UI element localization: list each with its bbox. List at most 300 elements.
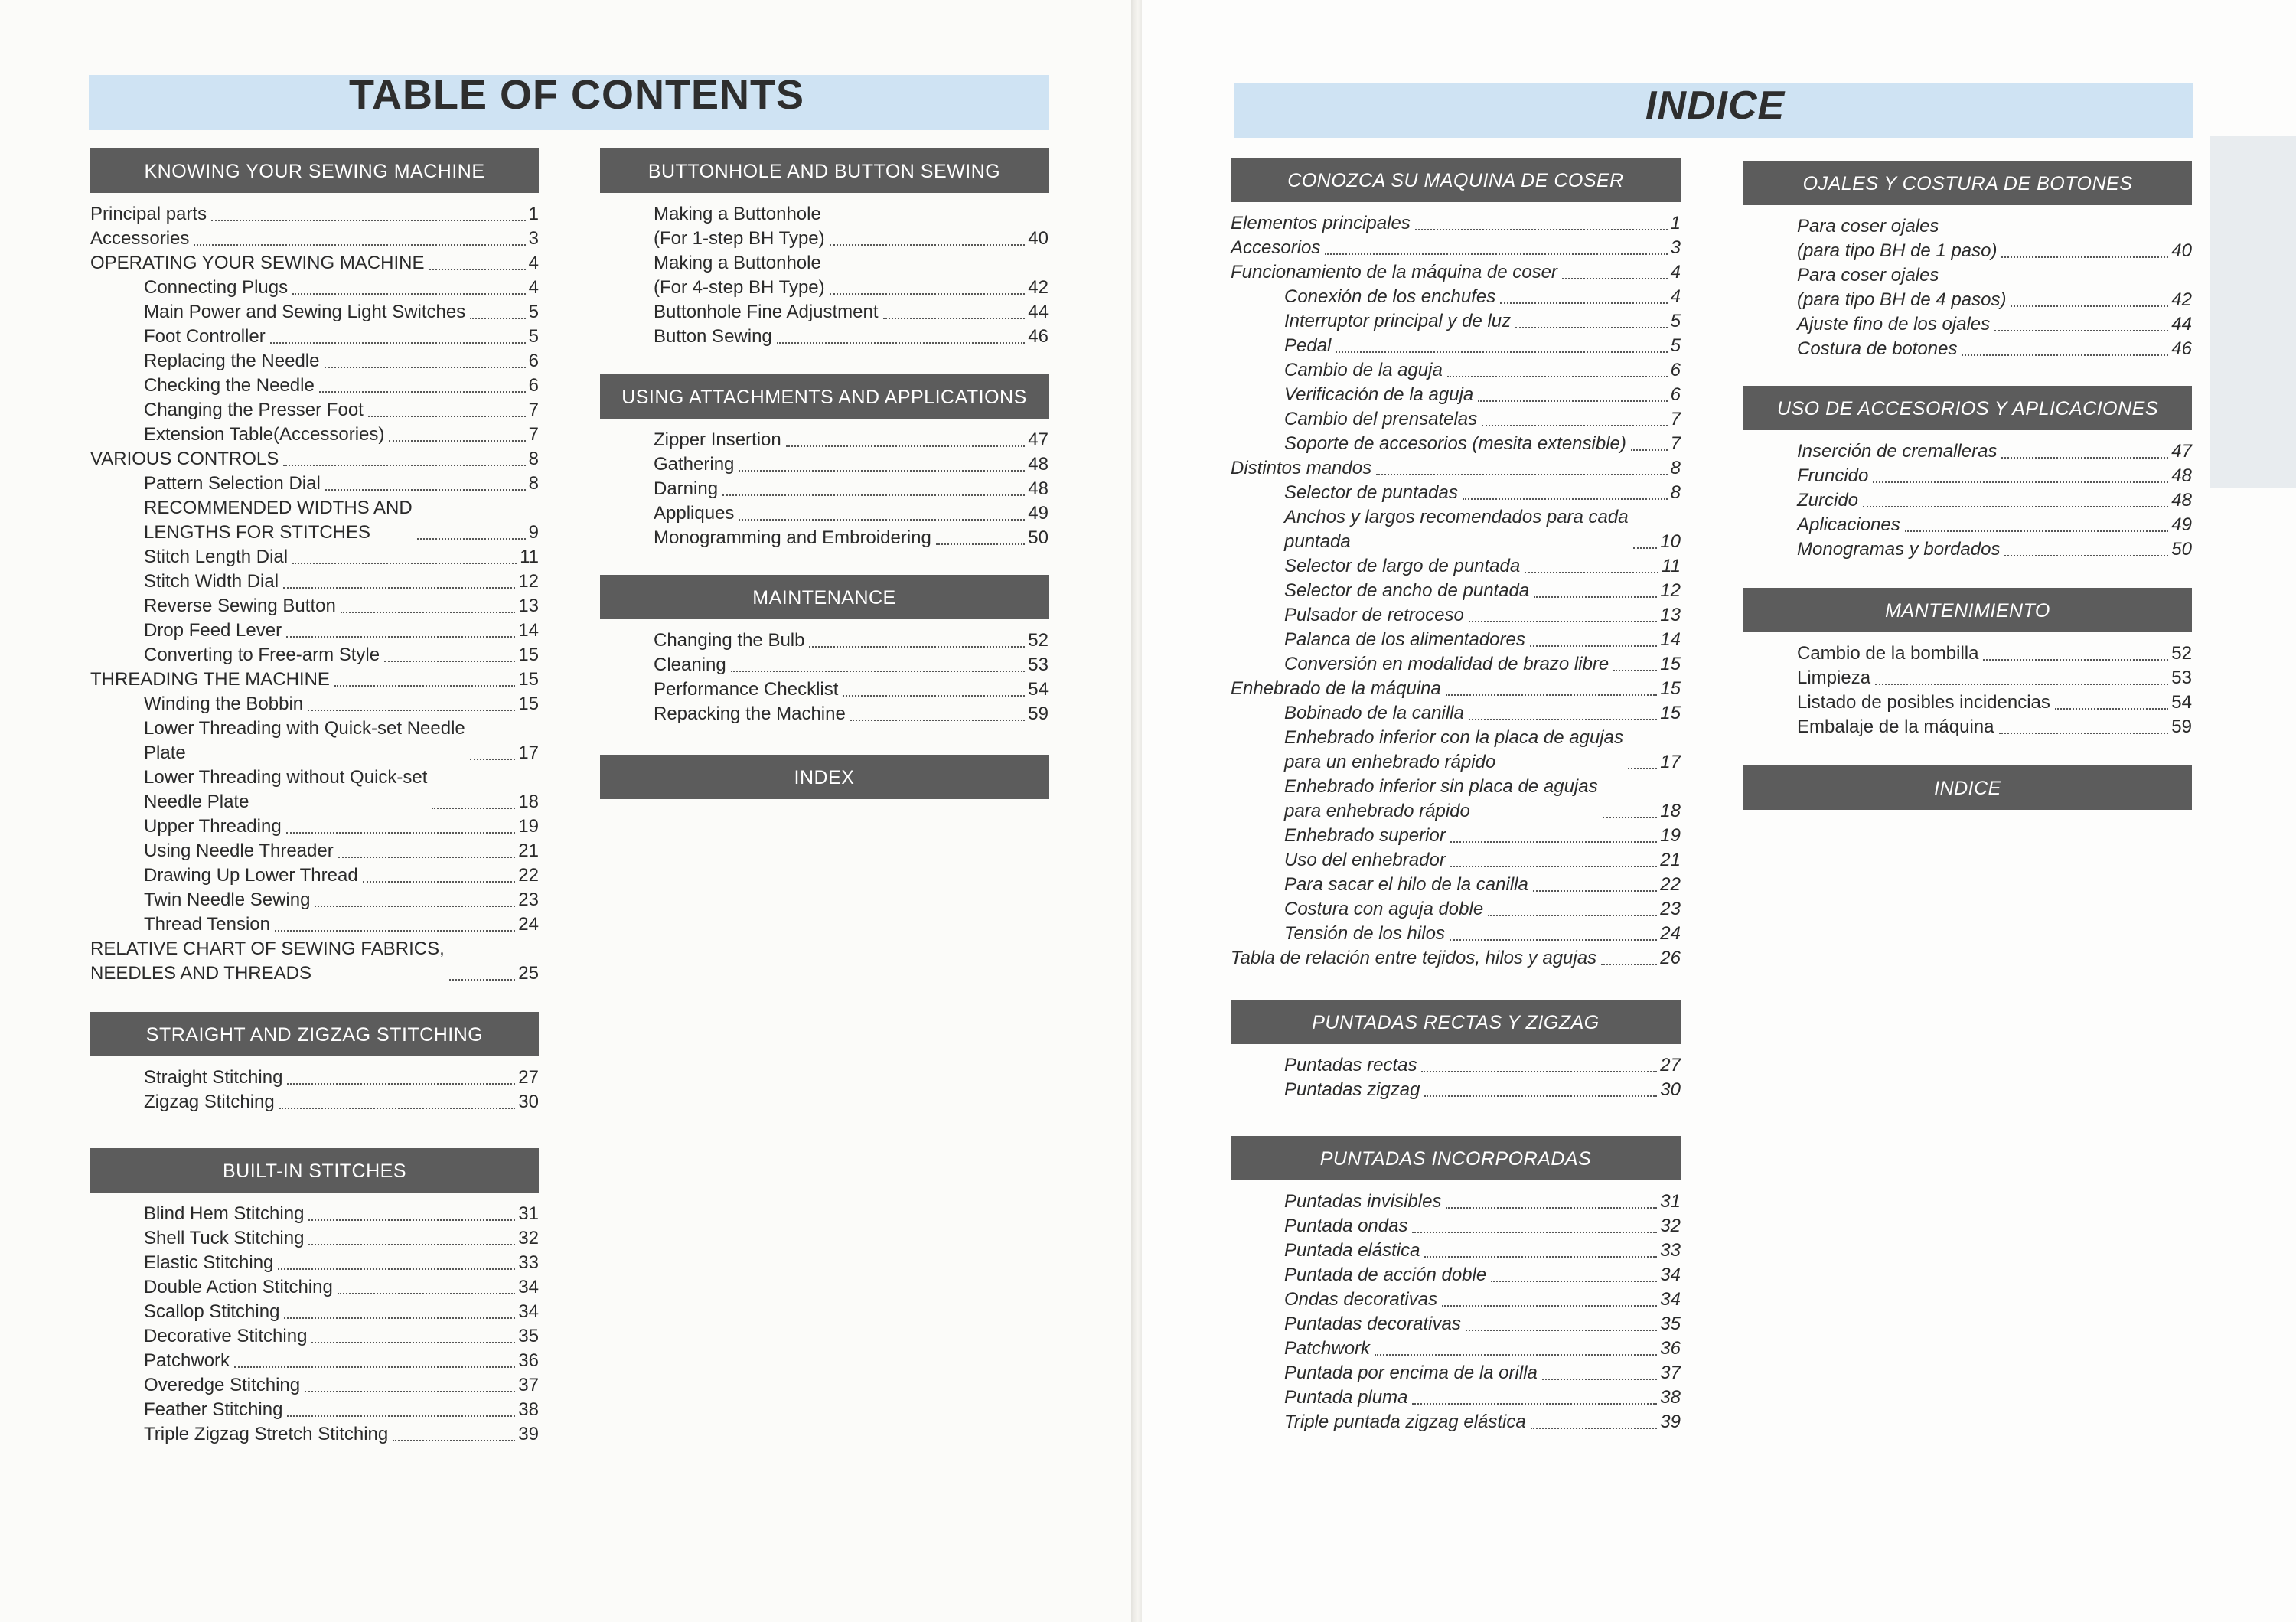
toc-entry-page-number: 6 xyxy=(528,375,539,396)
toc-entry-page-number: 59 xyxy=(1028,703,1049,724)
toc-entry-title: Enhebrado de la máquina xyxy=(1231,678,1441,699)
toc-entry-title: Puntadas decorativas xyxy=(1284,1314,1461,1334)
toc-entry-title: Ondas decorativas xyxy=(1284,1289,1438,1310)
toc-entry[interactable] xyxy=(1231,481,1681,505)
toc-entry-page-number: 44 xyxy=(2171,314,2192,335)
toc-entry-page-number: 3 xyxy=(1670,237,1681,258)
toc-entry-title: Zipper Insertion xyxy=(654,429,781,450)
toc-entry[interactable] xyxy=(90,398,539,423)
toc-entry[interactable] xyxy=(1231,1263,1681,1287)
toc-entry-page-number: 15 xyxy=(1660,678,1681,699)
toc-entry[interactable] xyxy=(90,276,539,300)
section-header: STRAIGHT AND ZIGZAG STITCHING xyxy=(90,1012,539,1056)
toc-entry-title: Pedal xyxy=(1284,335,1332,356)
dot-leader xyxy=(1530,645,1657,647)
toc-entry[interactable] xyxy=(90,374,539,398)
toc-entry[interactable] xyxy=(1231,1239,1681,1263)
toc-entry[interactable] xyxy=(1231,285,1681,309)
toc-entry[interactable] xyxy=(1743,641,2192,666)
toc-entry-title: Funcionamiento de la máquina de coser xyxy=(1231,262,1557,282)
toc-entry[interactable] xyxy=(1231,211,1681,236)
dot-leader xyxy=(1442,1305,1657,1307)
toc-entry-page-number: 19 xyxy=(518,816,539,837)
toc-entry[interactable] xyxy=(90,569,539,594)
toc-entry-title: Winding the Bobbin xyxy=(144,694,304,714)
dot-leader xyxy=(325,489,526,491)
toc-entry-page-number: 24 xyxy=(1660,923,1681,944)
toc-entry[interactable] xyxy=(600,628,1049,653)
toc-entry[interactable] xyxy=(1743,439,2192,464)
toc-entry[interactable] xyxy=(600,428,1049,452)
toc-entry-page-number: 35 xyxy=(1660,1314,1681,1334)
toc-entry-title: Para coser ojales (para tipo BH de 4 pasos) xyxy=(1797,265,2007,310)
toc-entry[interactable] xyxy=(90,349,539,374)
dot-leader xyxy=(319,391,526,393)
toc-entry-page-number: 47 xyxy=(2171,441,2192,462)
toc-entry[interactable] xyxy=(1231,505,1681,554)
dot-leader xyxy=(292,293,526,295)
toc-entry-title: Puntada ondas xyxy=(1284,1216,1408,1236)
toc-entry-title: Double Action Stitching xyxy=(144,1277,333,1297)
toc-entry[interactable] xyxy=(1231,848,1681,873)
toc-entry[interactable] xyxy=(90,937,539,986)
toc-entry[interactable] xyxy=(1743,214,2192,263)
toc-entry[interactable] xyxy=(1231,1078,1681,1102)
dot-leader xyxy=(449,979,516,981)
dot-leader xyxy=(368,416,526,417)
dot-leader xyxy=(2011,305,2168,307)
toc-entry-list xyxy=(1231,1053,1681,1102)
dot-leader xyxy=(1875,684,2168,685)
toc-entry-title: Connecting Plugs xyxy=(144,277,289,298)
toc-entry-title: Overedge Stitching xyxy=(144,1375,301,1395)
section-header: PUNTADAS RECTAS Y ZIGZAG xyxy=(1231,1000,1681,1044)
dot-leader xyxy=(1500,302,1667,304)
toc-entry[interactable] xyxy=(1743,312,2192,337)
toc-entry[interactable] xyxy=(1231,775,1681,824)
toc-entry-page-number: 7 xyxy=(528,424,539,445)
toc-entry[interactable] xyxy=(1743,488,2192,513)
toc-entry-title: Main Power and Sewing Light Switches xyxy=(144,302,466,322)
section-header: USING ATTACHMENTS AND APPLICATIONS xyxy=(600,374,1049,419)
toc-entry-title: Patchwork xyxy=(1284,1338,1371,1359)
toc-entry-title: Making a Buttonhole (For 1-step BH Type) xyxy=(654,204,825,249)
toc-entry-page-number: 4 xyxy=(528,277,539,298)
toc-entry-title: OPERATING YOUR SEWING MACHINE xyxy=(90,253,425,273)
toc-entry-title: Tensión de los hilos xyxy=(1284,923,1445,944)
toc-entry-page-number: 49 xyxy=(1028,503,1049,524)
toc-entry[interactable] xyxy=(1231,897,1681,922)
toc-entry[interactable] xyxy=(1743,337,2192,361)
toc-entry[interactable] xyxy=(600,526,1049,550)
toc-entry-page-number: 31 xyxy=(1660,1191,1681,1212)
dot-leader xyxy=(194,244,525,246)
toc-entry-page-number: 36 xyxy=(518,1350,539,1371)
dot-leader xyxy=(1478,400,1667,402)
toc-entry-title: Patchwork xyxy=(144,1350,230,1371)
toc-entry-title: Cambio de la aguja xyxy=(1284,360,1443,380)
toc-entry-page-number: 7 xyxy=(1670,433,1681,454)
toc-entry[interactable] xyxy=(1231,824,1681,848)
toc-entry-title: Tabla de relación entre tejidos, hilos y agujas xyxy=(1231,948,1597,968)
toc-entry-page-number: 23 xyxy=(1660,899,1681,919)
toc-entry[interactable] xyxy=(600,452,1049,477)
toc-entry-title: Using Needle Threader xyxy=(144,840,334,861)
toc-entry[interactable] xyxy=(600,653,1049,677)
toc-entry[interactable] xyxy=(90,251,539,276)
toc-entry[interactable] xyxy=(1743,715,2192,739)
toc-entry-title: Foot Controller xyxy=(144,326,266,347)
toc-entry-title: Cambio de la bombilla xyxy=(1797,643,1979,664)
toc-entry-page-number: 27 xyxy=(518,1067,539,1088)
toc-entry-title: Elementos principales xyxy=(1231,213,1411,233)
toc-entry-title: Selector de largo de puntada xyxy=(1284,556,1521,576)
toc-entry-page-number: 12 xyxy=(518,571,539,592)
toc-entry-page-number: 26 xyxy=(1660,948,1681,968)
toc-entry-title: Pulsador de retroceso xyxy=(1284,605,1464,625)
section-header: CONOZCA SU MAQUINA DE COSER xyxy=(1231,158,1681,202)
dot-leader xyxy=(363,881,516,883)
toc-entry[interactable] xyxy=(90,912,539,937)
toc-entry[interactable] xyxy=(90,447,539,472)
toc-entry-page-number: 44 xyxy=(1028,302,1049,322)
dot-leader xyxy=(1447,376,1668,377)
toc-entry-page-number: 53 xyxy=(2171,667,2192,688)
toc-entry-page-number: 9 xyxy=(528,522,539,543)
toc-entry[interactable] xyxy=(90,1398,539,1422)
toc-entry-page-number: 40 xyxy=(1028,228,1049,249)
toc-entry[interactable] xyxy=(1231,946,1681,971)
toc-entry-page-number: 48 xyxy=(1028,478,1049,499)
toc-entry[interactable] xyxy=(1743,263,2192,312)
toc-entry-page-number: 7 xyxy=(1670,409,1681,429)
toc-entry[interactable] xyxy=(90,1349,539,1373)
toc-entry-page-number: 39 xyxy=(518,1424,539,1444)
toc-entry-page-number: 10 xyxy=(1660,531,1681,552)
toc-entry-page-number: 5 xyxy=(528,302,539,322)
book-spine xyxy=(1131,0,1142,1622)
toc-entry[interactable] xyxy=(90,667,539,692)
toc-entry[interactable] xyxy=(90,863,539,888)
toc-entry-page-number: 18 xyxy=(1660,801,1681,821)
toc-entry[interactable] xyxy=(90,1373,539,1398)
toc-entry[interactable] xyxy=(90,643,539,667)
dot-leader xyxy=(2001,457,2168,459)
toc-entry[interactable] xyxy=(90,618,539,643)
dot-leader xyxy=(1562,278,1668,279)
toc-entry-title: Lower Threading without Quick-set Needle Plate xyxy=(144,767,428,812)
toc-entry-page-number: 5 xyxy=(1670,335,1681,356)
toc-entry-list xyxy=(1743,439,2192,562)
toc-entry-page-number: 13 xyxy=(518,596,539,616)
dot-leader xyxy=(843,695,1025,697)
toc-entry-list xyxy=(600,202,1049,349)
toc-entry-page-number: 15 xyxy=(1660,654,1681,674)
toc-entry[interactable] xyxy=(1231,1336,1681,1361)
toc-entry-title: Conversión en modalidad de brazo libre xyxy=(1284,654,1609,674)
toc-entry-title: VARIOUS CONTROLS xyxy=(90,449,279,469)
dot-leader xyxy=(470,318,525,319)
section-header: USO DE ACCESORIOS Y APLICACIONES xyxy=(1743,386,2192,430)
toc-entry[interactable] xyxy=(1231,1410,1681,1434)
toc-section-attachments xyxy=(600,374,1049,550)
toc-entry[interactable] xyxy=(600,202,1049,251)
toc-entry-page-number: 42 xyxy=(2171,289,2192,310)
toc-entry[interactable] xyxy=(90,472,539,496)
toc-entry-title: Pattern Selection Dial xyxy=(144,473,321,494)
dot-leader xyxy=(1412,1403,1657,1405)
toc-entry-title: Elastic Stitching xyxy=(144,1252,274,1273)
toc-entry[interactable] xyxy=(1231,701,1681,726)
dot-leader xyxy=(341,612,515,613)
toc-entry[interactable] xyxy=(1231,309,1681,334)
toc-entry[interactable] xyxy=(90,1202,539,1226)
dot-leader xyxy=(1633,547,1658,549)
toc-entry-page-number: 6 xyxy=(528,351,539,371)
toc-entry[interactable] xyxy=(600,300,1049,325)
toc-entry-page-number: 38 xyxy=(518,1399,539,1420)
toc-section-built-in-stitches xyxy=(90,1148,539,1447)
toc-entry-title: Accesorios xyxy=(1231,237,1321,258)
dot-leader xyxy=(1325,253,1667,255)
dot-leader xyxy=(287,1415,515,1417)
toc-entry-title: Para sacar el hilo de la canilla xyxy=(1284,874,1528,895)
section-header: OJALES Y COSTURA DE BOTONES xyxy=(1743,161,2192,205)
toc-entry-title: Enhebrado inferior sin placa de agujas para enhebrado rápido xyxy=(1284,776,1598,821)
toc-entry-title: Triple Zigzag Stretch Stitching xyxy=(144,1424,389,1444)
toc-entry[interactable] xyxy=(90,692,539,716)
toc-entry-page-number: 6 xyxy=(1670,384,1681,405)
toc-entry[interactable] xyxy=(1231,407,1681,432)
toc-entry-title: Lower Threading with Quick-set Needle Plate xyxy=(144,718,465,763)
toc-entry[interactable] xyxy=(1231,677,1681,701)
toc-entry-title: Repacking the Machine xyxy=(654,703,846,724)
toc-entry[interactable] xyxy=(1231,726,1681,775)
section-header: BUTTONHOLE AND BUTTON SEWING xyxy=(600,148,1049,193)
toc-entry-title: Fruncido xyxy=(1797,465,1869,486)
toc-entry-title: Enhebrado superior xyxy=(1284,825,1446,846)
dot-leader xyxy=(279,1108,516,1109)
toc-entry-list xyxy=(1743,641,2192,739)
dot-leader xyxy=(338,857,516,858)
toc-entry-page-number: 17 xyxy=(1660,752,1681,772)
dot-leader xyxy=(2001,256,2168,258)
toc-entry[interactable] xyxy=(90,202,539,227)
toc-entry-title: Limpieza xyxy=(1797,667,1871,688)
toc-entry-title: RELATIVE CHART OF SEWING FABRICS, NEEDLES AND THREADS xyxy=(90,938,445,984)
toc-entry[interactable] xyxy=(600,251,1049,300)
toc-entry-page-number: 6 xyxy=(1670,360,1681,380)
toc-entry-title: Reverse Sewing Button xyxy=(144,596,336,616)
toc-entry-page-number: 15 xyxy=(1660,703,1681,723)
dot-leader xyxy=(1603,817,1658,818)
toc-entry[interactable] xyxy=(1231,554,1681,579)
toc-entry-page-number: 14 xyxy=(1660,629,1681,650)
toc-entry-page-number: 46 xyxy=(2171,338,2192,359)
dot-leader xyxy=(308,710,515,711)
toc-entry-title: Zigzag Stitching xyxy=(144,1092,275,1112)
toc-entry[interactable] xyxy=(90,227,539,251)
toc-entry-title: Thread Tension xyxy=(144,914,270,935)
dot-leader xyxy=(429,269,526,270)
dot-leader xyxy=(1533,890,1657,892)
toc-entry[interactable] xyxy=(1231,358,1681,383)
dot-leader xyxy=(722,494,1025,496)
toc-entry-page-number: 15 xyxy=(518,694,539,714)
toc-entry-title: Selector de ancho de puntada xyxy=(1284,580,1530,601)
toc-entry-title: Changing the Presser Foot xyxy=(144,400,364,420)
toc-entry[interactable] xyxy=(1743,513,2192,537)
toc-entry[interactable] xyxy=(90,765,539,814)
toc-entry[interactable] xyxy=(1743,690,2192,715)
toc-entry[interactable] xyxy=(90,1066,539,1090)
toc-entry[interactable] xyxy=(1231,383,1681,407)
toc-entry[interactable] xyxy=(90,1226,539,1251)
toc-entry-page-number: 15 xyxy=(518,645,539,665)
toc-entry[interactable] xyxy=(1231,579,1681,603)
toc-entry-page-number: 18 xyxy=(518,791,539,812)
toc-entry[interactable] xyxy=(1231,260,1681,285)
toc-entry-page-number: 35 xyxy=(518,1326,539,1346)
toc-entry[interactable] xyxy=(1231,1053,1681,1078)
indice-section-mantenimiento xyxy=(1743,588,2192,739)
toc-entry[interactable] xyxy=(90,839,539,863)
toc-entry-title: Upper Threading xyxy=(144,816,282,837)
toc-entry[interactable] xyxy=(90,423,539,447)
toc-entry[interactable] xyxy=(1743,537,2192,562)
toc-entry-title: Converting to Free-arm Style xyxy=(144,645,380,665)
dot-leader xyxy=(1424,1095,1657,1097)
toc-entry[interactable] xyxy=(1231,456,1681,481)
toc-entry-title: Bobinado de la canilla xyxy=(1284,703,1464,723)
dot-leader xyxy=(1482,425,1668,426)
toc-entry-title: Listado de posibles incidencias xyxy=(1797,692,2050,713)
toc-entry-list xyxy=(90,1202,539,1447)
dot-leader xyxy=(1905,530,2169,532)
toc-entry-page-number: 34 xyxy=(518,1277,539,1297)
toc-entry-title: Principal parts xyxy=(90,204,207,224)
section-header: BUILT-IN STITCHES xyxy=(90,1148,539,1193)
toc-entry-page-number: 32 xyxy=(1660,1216,1681,1236)
dot-leader xyxy=(850,720,1025,721)
toc-entry[interactable] xyxy=(90,325,539,349)
dot-leader xyxy=(470,759,516,760)
toc-entry-title: Accessories xyxy=(90,228,190,249)
toc-entry-title: Embalaje de la máquina xyxy=(1797,716,1994,737)
toc-entry[interactable] xyxy=(1231,432,1681,456)
dot-leader xyxy=(286,832,516,834)
toc-entry[interactable] xyxy=(1231,1361,1681,1385)
toc-entry-page-number: 30 xyxy=(1660,1079,1681,1100)
toc-entry-list xyxy=(600,428,1049,550)
toc-entry[interactable] xyxy=(90,1090,539,1115)
toc-entry[interactable] xyxy=(1231,1287,1681,1312)
dot-leader xyxy=(1376,474,1668,475)
toc-entry[interactable] xyxy=(90,888,539,912)
toc-entry[interactable] xyxy=(90,545,539,569)
toc-entry-page-number: 4 xyxy=(1670,262,1681,282)
toc-entry[interactable] xyxy=(90,1422,539,1447)
toc-entry[interactable] xyxy=(1231,236,1681,260)
toc-entry-title: Straight Stitching xyxy=(144,1067,283,1088)
dot-leader xyxy=(1488,915,1657,916)
dot-leader xyxy=(270,342,526,344)
toc-entry-page-number: 4 xyxy=(528,253,539,273)
toc-entry[interactable] xyxy=(1743,666,2192,690)
dot-leader xyxy=(315,906,515,907)
toc-entry-page-number: 54 xyxy=(2171,692,2192,713)
toc-entry-page-number: 22 xyxy=(518,865,539,886)
dot-leader xyxy=(936,543,1025,545)
toc-entry-title: Palanca de los alimentadores xyxy=(1284,629,1525,650)
toc-entry[interactable] xyxy=(1231,603,1681,628)
toc-entry[interactable] xyxy=(1231,628,1681,652)
toc-entry[interactable] xyxy=(1231,1385,1681,1410)
toc-entry[interactable] xyxy=(90,594,539,618)
dot-leader xyxy=(1446,1207,1657,1209)
toc-entry-page-number: 33 xyxy=(518,1252,539,1273)
toc-entry[interactable] xyxy=(1231,873,1681,897)
toc-entry[interactable] xyxy=(600,477,1049,501)
toc-entry-title: Extension Table(Accessories) xyxy=(144,424,385,445)
toc-column-left-2 xyxy=(600,148,1049,799)
toc-entry[interactable] xyxy=(90,716,539,765)
toc-entry-title: Selector de puntadas xyxy=(1284,482,1458,503)
toc-entry-title: Para coser ojales (para tipo BH de 1 paso) xyxy=(1797,216,1998,261)
toc-entry[interactable] xyxy=(600,501,1049,526)
toc-entry[interactable] xyxy=(90,1324,539,1349)
toc-entry-title: Drawing Up Lower Thread xyxy=(144,865,358,886)
toc-section-straight-and-zigzag xyxy=(90,1012,539,1115)
toc-entry-title: Drop Feed Lever xyxy=(144,620,282,641)
toc-entry[interactable] xyxy=(90,300,539,325)
toc-entry-page-number: 1 xyxy=(528,204,539,224)
toc-entry-page-number: 4 xyxy=(1670,286,1681,307)
toc-entry[interactable] xyxy=(1231,1190,1681,1214)
toc-entry[interactable] xyxy=(600,702,1049,726)
dot-leader xyxy=(1336,351,1667,353)
toc-entry-page-number: 34 xyxy=(1660,1289,1681,1310)
toc-entry-page-number: 40 xyxy=(2171,240,2192,261)
toc-entry[interactable] xyxy=(1231,922,1681,946)
section-header: MANTENIMIENTO xyxy=(1743,588,2192,632)
toc-entry[interactable] xyxy=(90,1251,539,1275)
toc-entry-page-number: 21 xyxy=(518,840,539,861)
toc-entry[interactable] xyxy=(90,1275,539,1300)
toc-entry[interactable] xyxy=(1231,1214,1681,1239)
toc-entry[interactable] xyxy=(90,496,539,545)
toc-entry[interactable] xyxy=(90,814,539,839)
toc-entry[interactable] xyxy=(600,325,1049,349)
toc-entry-list xyxy=(1231,1190,1681,1434)
toc-entry-page-number: 1 xyxy=(1670,213,1681,233)
toc-entry-title: Puntada pluma xyxy=(1284,1387,1408,1408)
toc-entry-page-number: 34 xyxy=(1660,1265,1681,1285)
toc-entry-page-number: 48 xyxy=(2171,465,2192,486)
toc-entry-title: Making a Buttonhole (For 4-step BH Type) xyxy=(654,253,825,298)
toc-entry[interactable] xyxy=(600,677,1049,702)
toc-entry-page-number: 47 xyxy=(1028,429,1049,450)
toc-entry[interactable] xyxy=(1231,334,1681,358)
toc-entry[interactable] xyxy=(1743,464,2192,488)
dot-leader xyxy=(809,646,1025,648)
dot-leader xyxy=(1601,964,1657,965)
toc-entry[interactable] xyxy=(1231,652,1681,677)
toc-entry[interactable] xyxy=(90,1300,539,1324)
toc-entry-list xyxy=(1231,211,1681,971)
toc-entry[interactable] xyxy=(1231,1312,1681,1336)
dot-leader xyxy=(1994,330,2168,331)
